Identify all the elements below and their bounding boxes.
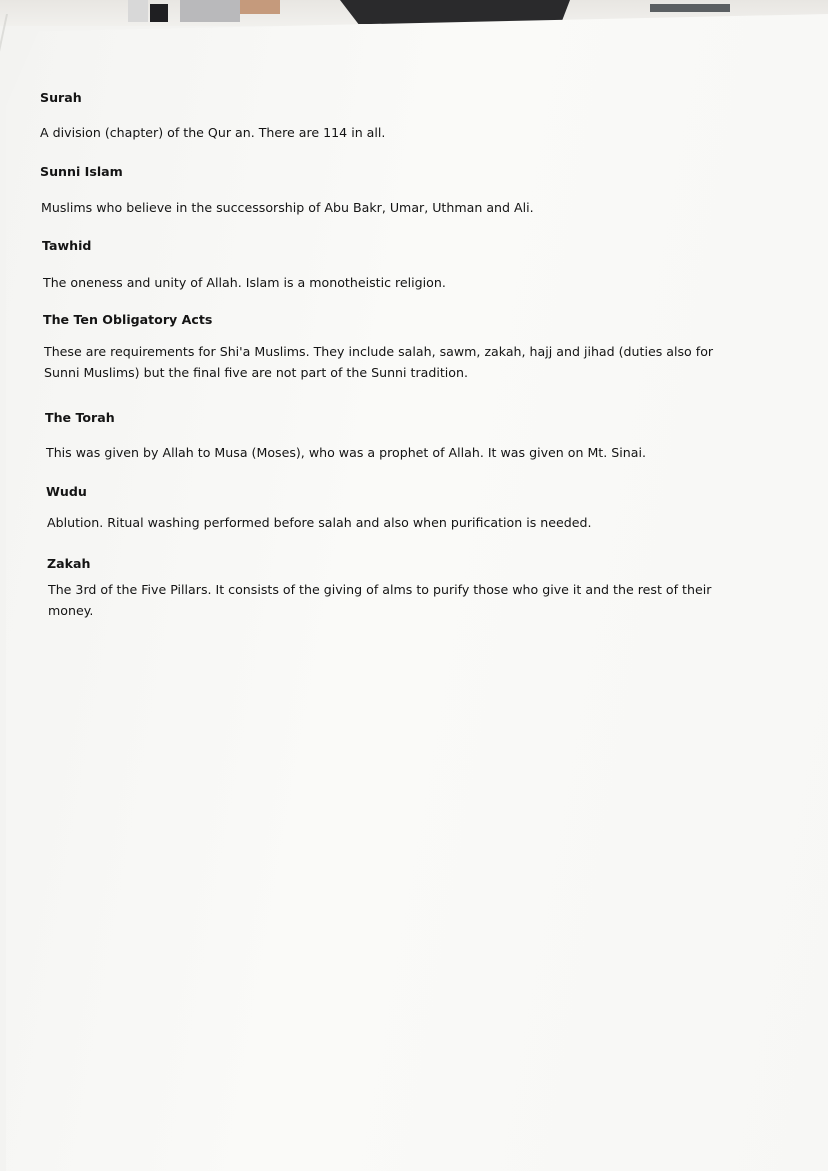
background-object: [650, 4, 730, 12]
glossary-definition: These are requirements for Shi'a Muslims. They include salah, sawm, zakah, hajj and jihad (duties also for Sunni Muslims) but the final five are not part of the Sunni tradition.: [44, 344, 714, 380]
glossary-term: The Torah: [45, 410, 115, 425]
glossary-definition: A division (chapter) of the Qur an. There are 114 in all.: [40, 125, 386, 140]
glossary-definition: This was given by Allah to Musa (Moses), who was a prophet of Allah. It was given on Mt. Sinai.: [46, 445, 646, 460]
glossary-term: Zakah: [47, 556, 91, 571]
glossary-term: Wudu: [46, 484, 87, 499]
glossary-term: The Ten Obligatory Acts: [43, 312, 213, 327]
background-object: [150, 4, 168, 22]
background-object: [240, 0, 280, 14]
glossary-definition: Ablution. Ritual washing performed before salah and also when purification is needed.: [47, 515, 592, 530]
background-object: [180, 0, 240, 22]
glossary-term: Tawhid: [42, 238, 92, 253]
glossary-definition: The 3rd of the Five Pillars. It consists of the giving of alms to purify those who give it and the rest of their money.: [48, 582, 712, 618]
background-object: [340, 0, 570, 24]
glossary-term: Surah: [40, 90, 82, 105]
glossary-definition: The oneness and unity of Allah. Islam is a monotheistic religion.: [43, 275, 446, 290]
glossary-definition: Muslims who believe in the successorship of Abu Bakr, Umar, Uthman and Ali.: [41, 200, 534, 215]
background-object: [128, 0, 148, 22]
glossary-term: Sunni Islam: [40, 164, 123, 179]
